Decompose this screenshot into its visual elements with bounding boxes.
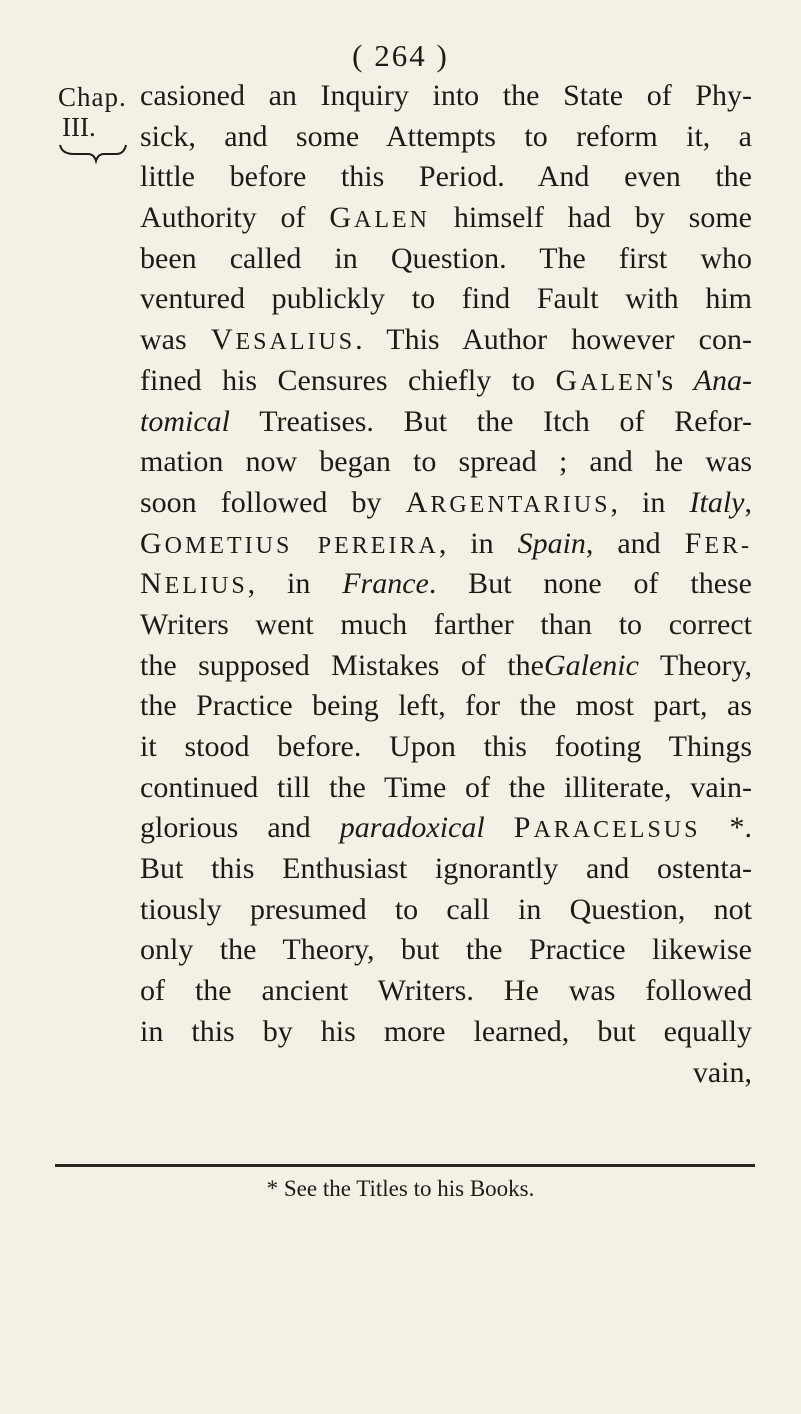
small-caps-name: PARACELSUS (513, 811, 701, 845)
italic-text: France (342, 567, 429, 601)
text-run: glorious and (140, 811, 340, 845)
text-line (140, 279, 752, 320)
footnote-rule (55, 1164, 755, 1167)
italic-text: Ana- (693, 363, 752, 397)
text-line (140, 239, 752, 280)
text-line (140, 849, 752, 890)
text-run: himself had by some (430, 201, 752, 235)
small-caps-name: GALEN (555, 363, 657, 397)
text-line (140, 320, 752, 361)
text-run (485, 811, 514, 844)
italic-text: tomical (140, 404, 230, 438)
text-run: , in (610, 485, 690, 519)
text-run: been called in Question. The first who (140, 241, 752, 275)
text-run: vain, (692, 1055, 752, 1089)
text-run: little before this Period. And even the (140, 160, 752, 194)
text-line (140, 198, 752, 239)
small-caps-name: GOMETIUS PEREIRA (140, 526, 439, 560)
text-line (140, 76, 752, 117)
chapter-number: III. (62, 112, 96, 142)
text-run: , and (585, 526, 685, 560)
text-line (140, 646, 752, 687)
text-run: Treatises. But the Itch of Refor- (230, 404, 752, 438)
text-run: Writers went much farther than to correct (140, 607, 752, 641)
footnote: * See the Titles to his Books. (266, 1176, 535, 1201)
text-run: . But none of these (428, 567, 752, 601)
text-run: the Practice being left, for the most part, as (140, 689, 752, 723)
page-number: ( 264 ) (352, 38, 449, 73)
margin-brace-icon (58, 142, 128, 164)
text-line (140, 768, 752, 809)
small-caps-name: FER- (684, 526, 752, 560)
text-line (140, 483, 752, 524)
italic-text: paradoxical (339, 811, 485, 845)
text-run: *. (700, 811, 753, 845)
small-caps-name: VESALIUS (210, 323, 356, 357)
text-run: . This Author however con- (355, 323, 752, 357)
text-run: 's (656, 363, 694, 397)
text-run: soon followed by (140, 485, 406, 519)
text-line (140, 361, 752, 402)
text-line (140, 442, 752, 483)
text-line (140, 524, 752, 565)
text-run: it stood before. Upon this footing Things (140, 730, 752, 763)
text-line (140, 402, 752, 443)
text-run: continued till the Time of the illiterate, vain- (140, 770, 752, 804)
text-run: fined his Censures chiefly to (140, 363, 556, 397)
text-line (140, 808, 752, 849)
text-line (140, 890, 752, 931)
italic-text: Italy (689, 485, 745, 519)
text-line (140, 727, 752, 768)
body-text (140, 76, 752, 1093)
chapter-margin-note (58, 82, 128, 142)
italic-text: Galenic (543, 648, 639, 682)
text-line (140, 157, 752, 198)
text-run: Theory, (638, 648, 752, 682)
text-line (140, 1053, 752, 1094)
small-caps-name: ARGENTARIUS (405, 485, 611, 519)
text-run: , in (247, 567, 343, 601)
text-run: sick, and some Attempts to reform it, a (140, 119, 752, 153)
small-caps-name: GALEN (329, 201, 430, 235)
text-run: was (140, 323, 211, 357)
chapter-label: Chap. (58, 82, 127, 112)
text-run: the supposed Mistakes of the (140, 648, 544, 682)
italic-text: Spain (517, 526, 586, 560)
text-line (140, 564, 752, 605)
text-run: casioned an Inquiry into the State of Phy- (140, 79, 752, 112)
text-run: of the ancient Writers. He was followed (140, 974, 752, 1008)
text-run: mation now began to spread ; and he was (140, 445, 752, 479)
text-run: only the Theory, but the Practice likewise (140, 933, 752, 967)
text-run: , in (438, 526, 518, 560)
text-run: in this by his more learned, but equally (140, 1014, 752, 1048)
text-line (140, 930, 752, 971)
text-run: tiously presumed to call in Question, not (140, 892, 752, 926)
text-line (140, 117, 752, 158)
text-line (140, 971, 752, 1012)
text-line (140, 686, 752, 727)
text-line (140, 1012, 752, 1053)
text-run: Authority of (140, 201, 330, 235)
text-line (140, 605, 752, 646)
text-run: But this Enthusiast ignorantly and ostenta- (140, 852, 752, 886)
text-run: ventured publickly to find Fault with him (140, 282, 752, 316)
text-run: , (744, 485, 752, 519)
small-caps-name: NELIUS (140, 567, 248, 601)
